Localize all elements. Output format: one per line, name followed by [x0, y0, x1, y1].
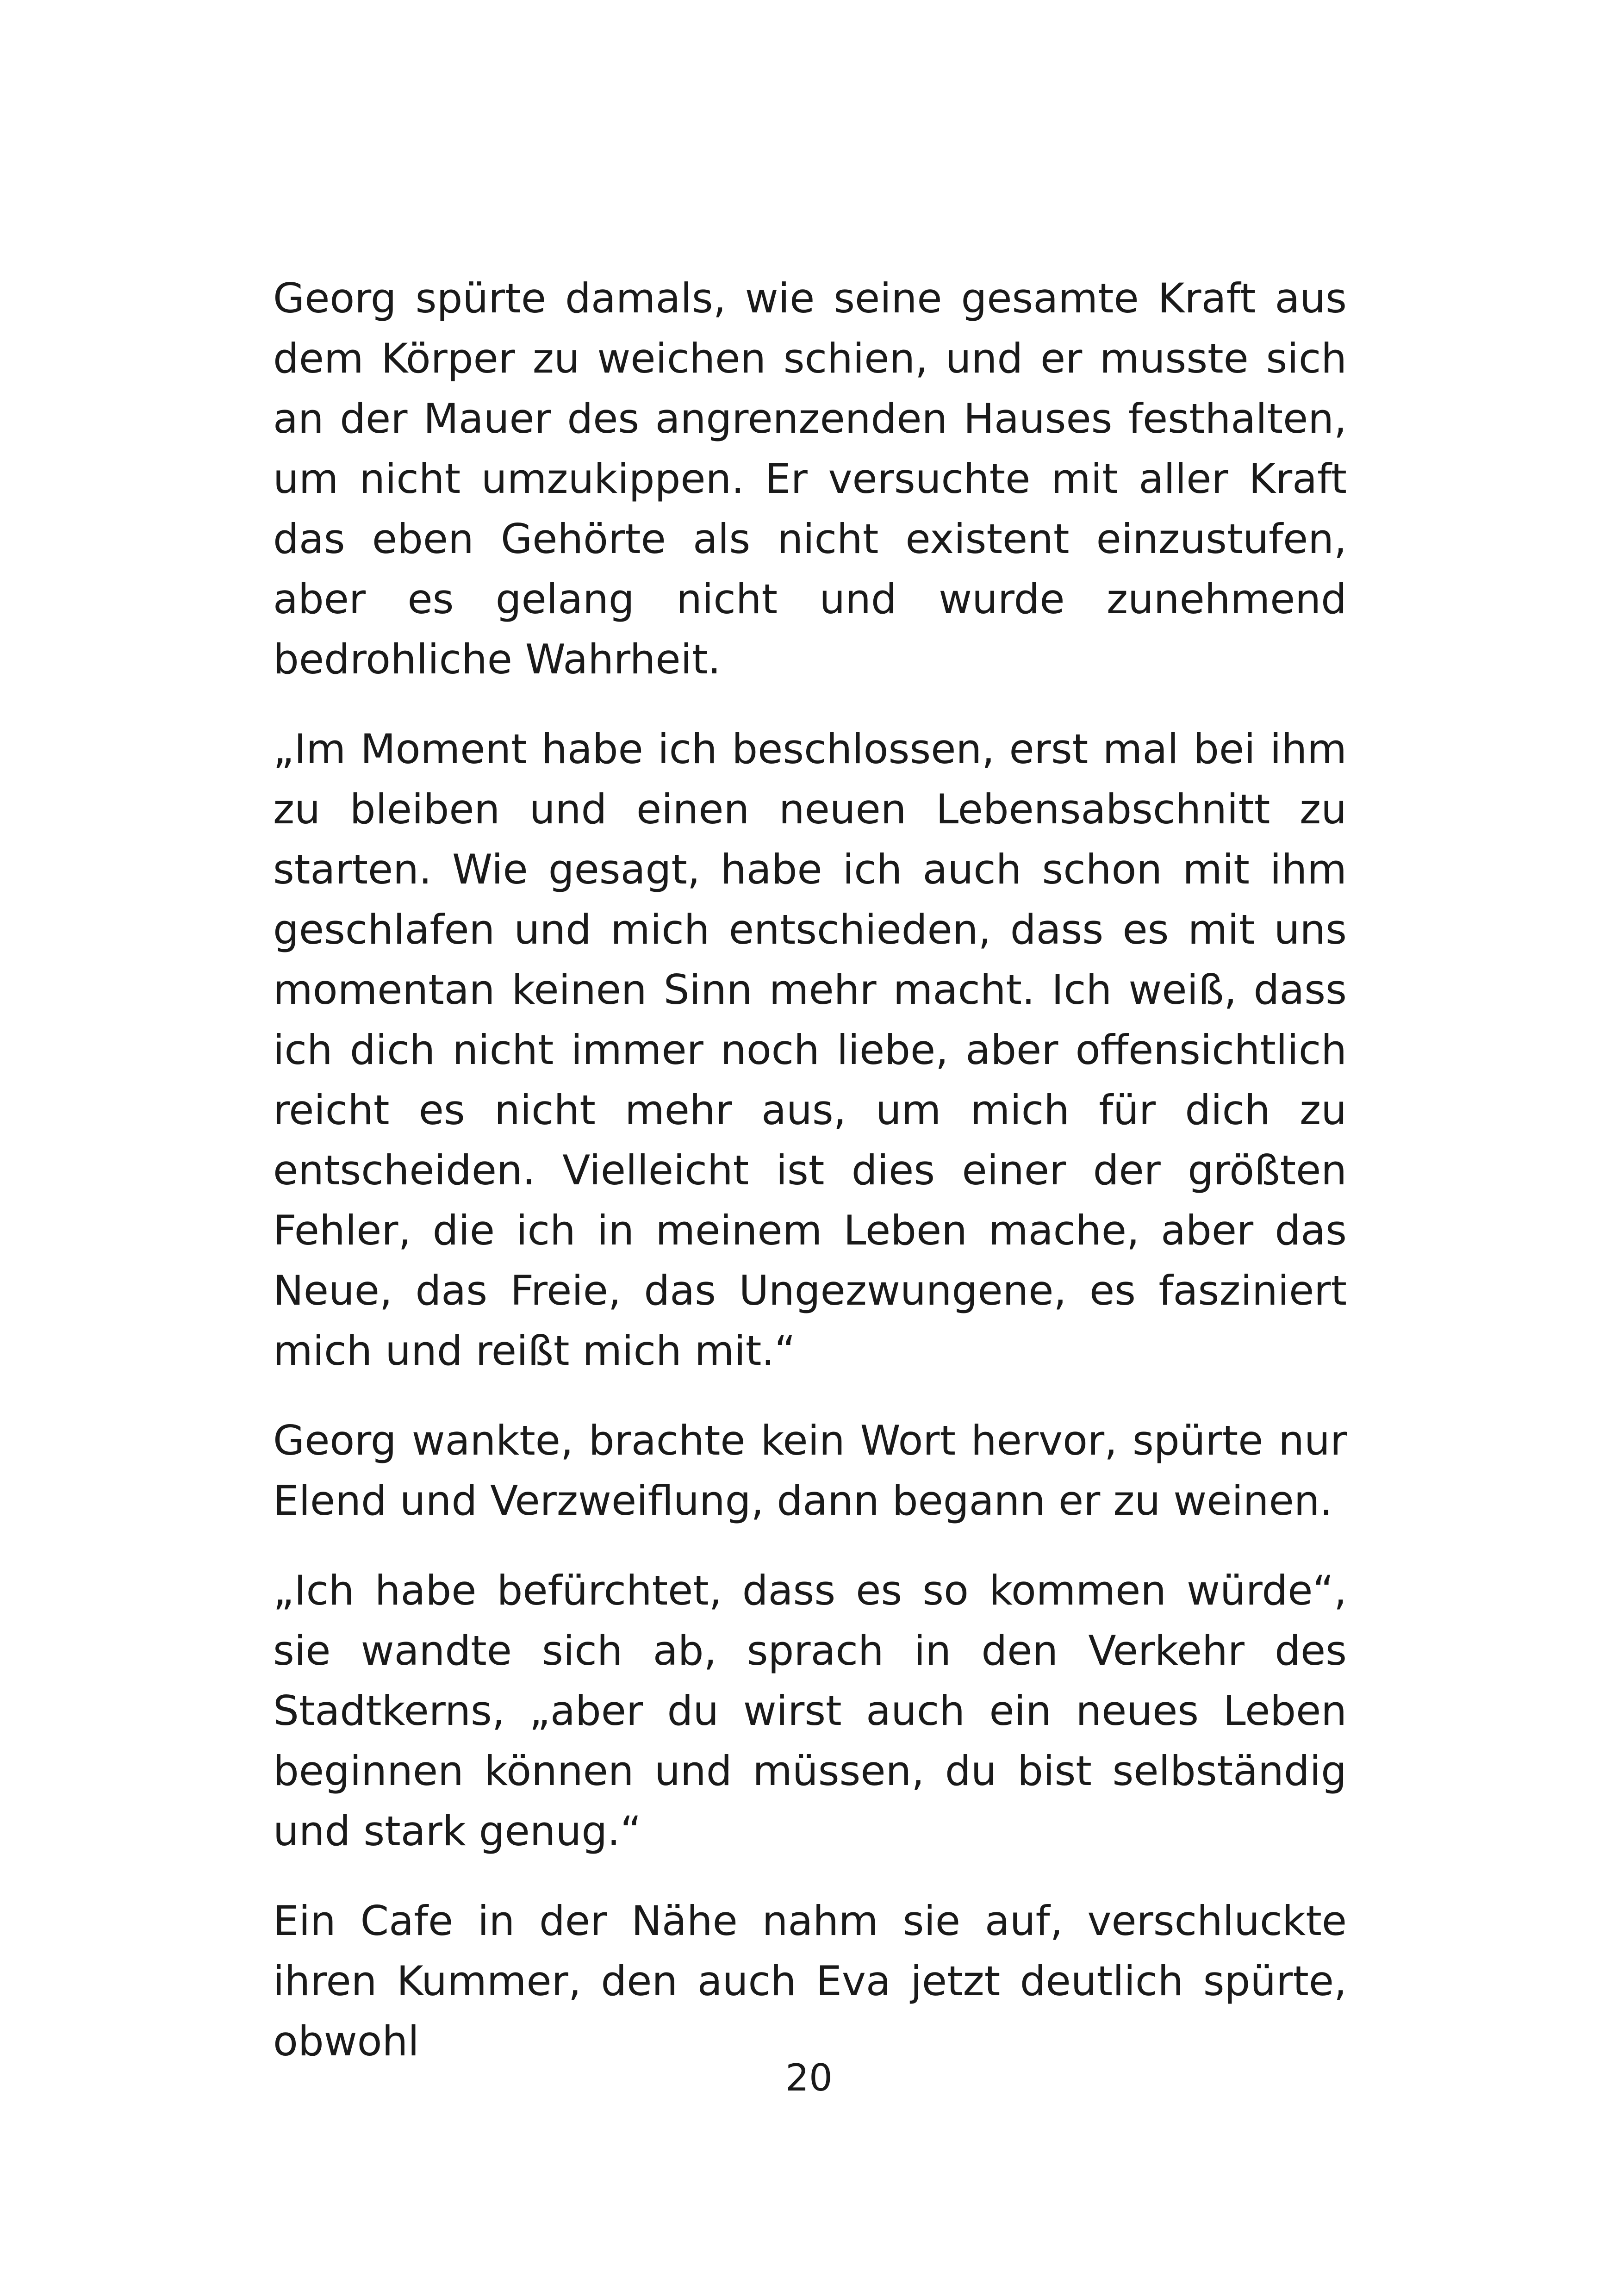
- page-number: 20: [785, 2056, 833, 2099]
- paragraph-4: „Ich habe befürchtet, dass es so kommen würde“, sie wandte sich ab, sprach in den Verkehr des Stadtkerns, „aber du wirst auch ein neues Leben beginnen können und müssen, du bist selbständig und stark genug.“: [273, 1567, 1347, 1855]
- paragraph-2: „Im Moment habe ich beschlossen, erst mal bei ihm zu bleiben und einen neuen Lebensabschnitt zu starten. Wie gesagt, habe ich auch schon mit ihm geschlafen und mich entschieden, dass es mit uns momentan keinen Sinn mehr macht. Ich weiß, dass ich dich nicht immer noch liebe, aber offensichtlich reicht es nicht mehr aus, um mich für dich zu entscheiden. Vielleicht ist dies einer der größten Fehler, die ich in meinem Leben mache, aber das Neue, das Freie, das Ungezwungene, es fasziniert mich und reißt mich mit.“: [273, 725, 1347, 1375]
- body-text: [273, 268, 1347, 2101]
- paragraph-1: Georg spürte damals, wie seine gesamte Kraft aus dem Körper zu weichen schien, und er musste sich an der Mauer des angrenzenden Hauses festhalten, um nicht umzukippen. Er versuchte mit aller Kraft das eben Gehörte als nicht existent einzustufen, aber es gelang nicht und wurde zunehmend bedrohliche Wahrheit.: [273, 274, 1347, 683]
- paragraph-5: Ein Cafe in der Nähe nahm sie auf, verschluckte ihren Kummer, den auch Eva jetzt deutlich spürte, obwohl: [273, 1897, 1347, 2065]
- paragraph-3: Georg wankte, brachte kein Wort hervor, spürte nur Elend und Verzweiflung, dann begann er zu weinen.: [273, 1417, 1347, 1524]
